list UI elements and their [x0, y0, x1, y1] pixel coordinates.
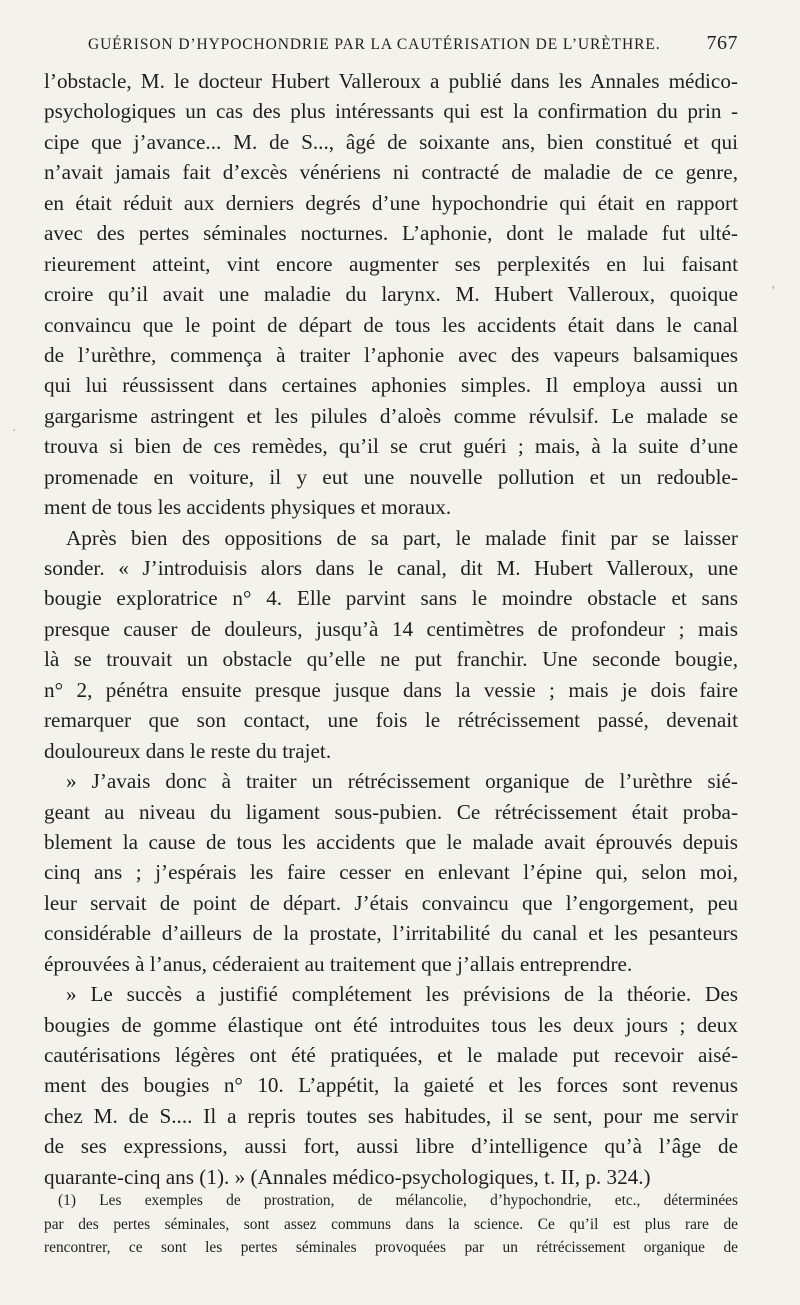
footnote-line: par des pertes séminales, sont assez communs dans la science. Ce qu’il est plus rare de: [44, 1215, 738, 1233]
footnote-line: rencontrer, ce sont les pertes séminales provoquées par un rétrécissement organique de: [44, 1239, 738, 1256]
footnote-line: (1) Les exemples de prostration, de mélancolie, d’hypochondrie, etc., déterminées: [58, 1192, 738, 1209]
text-line: là se trouvait un obstacle qu’elle ne put franchir. Une seconde bougie,: [44, 647, 738, 672]
running-title: GUÉRISON D’HYPOCHONDRIE PAR LA CAUTÉRISATION DE L’URÈTHRE.: [88, 36, 661, 53]
page-number: 767: [706, 32, 738, 54]
text-line: chez M. de S.... Il a repris toutes ses habitudes, il se sent, pour me servir: [44, 1103, 738, 1128]
text-line: de ses expressions, aussi fort, aussi libre d’intelligence qu’à l’âge de: [44, 1134, 738, 1159]
text-line: presque causer de douleurs, jusqu’à 14 centimètres de profondeur ; mais: [44, 616, 738, 641]
text-line: leur servait de point de départ. J’étais convaincu que l’engorgement, peu: [44, 890, 738, 915]
text-line: remarquer que son contact, une fois le rétrécissement passé, devenait: [44, 708, 738, 733]
text-line: geant au niveau du ligament sous-pubien. Ce rétrécissement était proba-: [44, 799, 738, 824]
paragraph-start-line: » Le succès a justifié complétement les prévisions de la théorie. Des: [66, 982, 738, 1007]
text-line: de l’urèthre, commença à traiter l’aphonie avec des vapeurs balsamiques: [44, 342, 738, 367]
text-line: gargarisme astringent et les pilules d’aloès comme révulsif. Le malade se: [44, 403, 738, 428]
text-line: trouva si bien de ces remèdes, qu’il se crut guéri ; mais, à la suite d’une: [44, 434, 738, 459]
paragraph-end-line: éprouvées à l’anus, céderaient au traitement que j’allais entreprendre.: [44, 951, 633, 976]
margin-speck: ': [772, 284, 775, 299]
text-line: cipe que j’avance... M. de S..., âgé de soixante ans, bien constitué et qui: [44, 129, 738, 154]
text-line: qui lui réussissent dans certaines aphonies simples. Il employa aussi un: [44, 373, 738, 398]
paragraph-end-line: quarante-cinq ans (1). » (Annales médico-psychologiques, t. II, p. 324.): [44, 1164, 651, 1189]
text-line: bougies de gomme élastique ont été introduites tous les deux jours ; deux: [44, 1012, 738, 1037]
text-line: avec des pertes séminales nocturnes. L’aphonie, dont le malade fut ulté-: [44, 221, 738, 246]
text-line: promenade en voiture, il y eut une nouvelle pollution et un redouble-: [44, 464, 738, 489]
footnotes: [44, 1189, 738, 1260]
text-line: cinq ans ; j’espérais les faire cesser en enlevant l’épine qui, selon moi,: [44, 860, 738, 885]
text-line: rieurement atteint, vint encore augmenter ses perplexités en lui faisant: [44, 251, 738, 276]
paragraph-start-line: » J’avais donc à traiter un rétrécissement organique de l’urèthre sié-: [66, 769, 738, 794]
text-line: cautérisations légères ont été pratiquées, et le malade put recevoir aisé-: [44, 1043, 738, 1067]
text-line: considérable d’ailleurs de la prostate, l’irritabilité du canal et les pesanteurs: [44, 921, 738, 946]
text-line: n’avait jamais fait d’excès vénériens ni contracté de maladie de ce genre,: [44, 160, 738, 185]
text-line: croire qu’il avait une maladie du larynx. M. Hubert Valleroux, quoique: [44, 282, 738, 307]
paragraph-end-line: ment de tous les accidents physiques et moraux.: [44, 495, 452, 520]
paragraph-start-line: Après bien des oppositions de sa part, le malade finit par se laisser: [66, 525, 738, 550]
running-header: [88, 34, 738, 56]
text-line: psychologiques un cas des plus intéressants qui est la confirmation du prin -: [44, 99, 738, 124]
text-line: blement la cause de tous les accidents que le malade avait éprouvés depuis: [44, 829, 738, 854]
text-line: n° 2, pénétra ensuite presque jusque dans la vessie ; mais je dois faire: [44, 677, 738, 702]
text-line: bougie exploratrice n° 4. Elle parvint sans le moindre obstacle et sans: [44, 586, 738, 611]
paragraph-end-line: douloureux dans le reste du trajet.: [44, 738, 332, 763]
text-line: l’obstacle, M. le docteur Hubert Valleroux a publié dans les Annales médico-: [44, 69, 738, 93]
text-line: sonder. « J’introduisis alors dans le canal, dit M. Hubert Valleroux, une: [44, 556, 738, 580]
text-line: en était réduit aux derniers degrés d’une hypochondrie qui était en rapport: [44, 190, 738, 215]
margin-speck: ·: [12, 424, 17, 439]
text-line: convaincu que le point de départ de tous les accidents était dans le canal: [44, 312, 738, 337]
text-line: ment des bougies n° 10. L’appétit, la gaieté et les forces sont revenus: [44, 1073, 738, 1098]
body-text: [44, 66, 738, 1192]
